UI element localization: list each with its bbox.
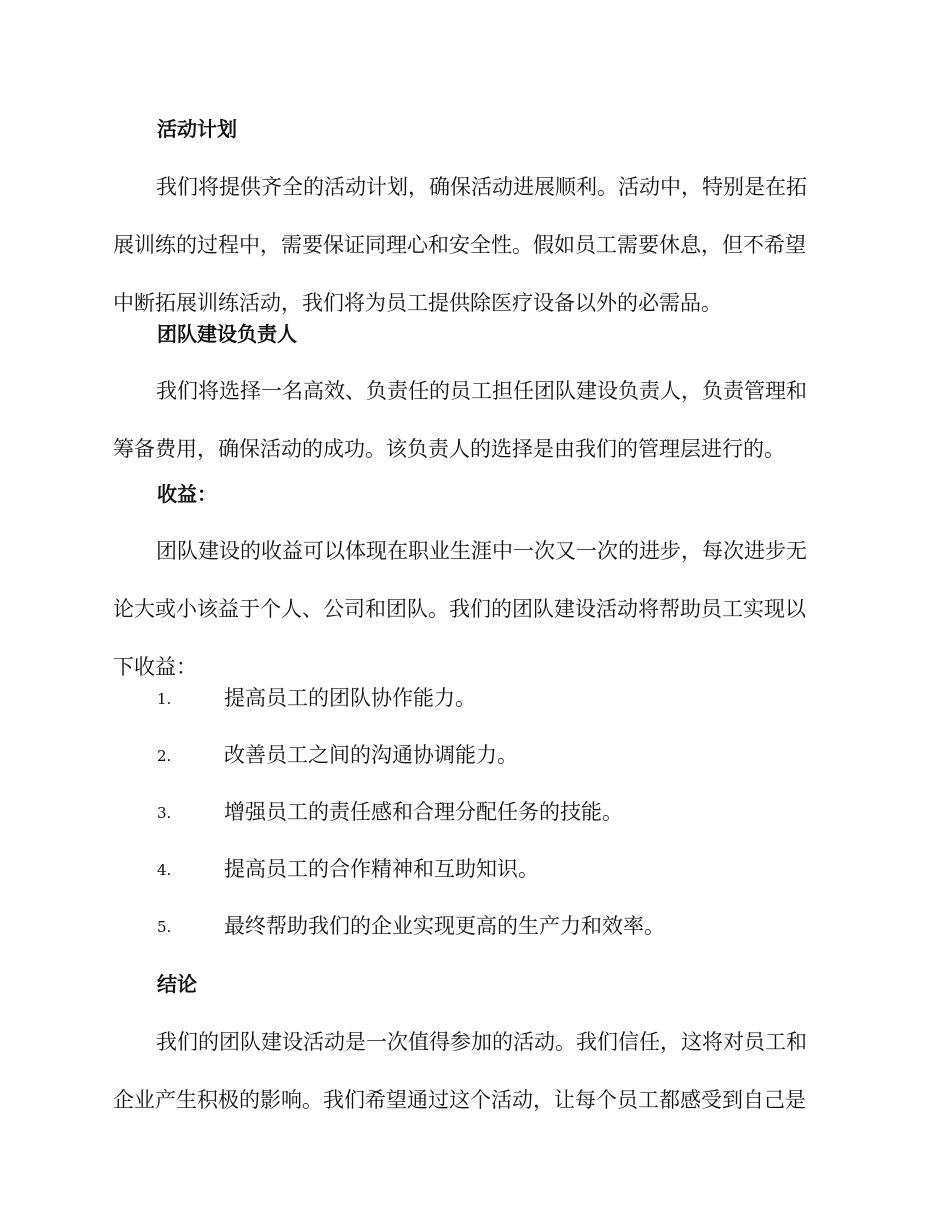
paragraph-line: 我们将提供齐全的活动计划，确保活动进展顺利。活动中，特别是在拓	[156, 175, 807, 199]
list-text: 提高员工的合作精神和互助知识。	[224, 857, 539, 881]
paragraph-line: 企业产生积极的影响。我们希望通过这个活动，让每个员工都感受到自己是	[113, 1088, 806, 1112]
list-number: 5.	[157, 918, 172, 936]
paragraph-line: 下收益：	[113, 655, 197, 679]
paragraph-line: 中断拓展训练活动，我们将为员工提供除医疗设备以外的必需品。	[113, 291, 722, 315]
list-number: 3.	[157, 804, 172, 822]
paragraph-line: 团队建设的收益可以体现在职业生涯中一次又一次的进步，每次进步无	[156, 539, 807, 563]
list-text: 提高员工的团队协作能力。	[224, 686, 476, 710]
list-text: 改善员工之间的沟通协调能力。	[224, 743, 518, 767]
paragraph-plan	[113, 158, 833, 332]
paragraph-line: 我们将选择一名高效、负责任的员工担任团队建设负责人，负责管理和	[156, 379, 807, 403]
section-heading-benefits: 收益：	[157, 482, 217, 506]
section-heading-conclusion: 结论	[157, 972, 197, 996]
section-heading-leader: 团队建设负责人	[157, 322, 297, 346]
paragraph-line: 我们的团队建设活动是一次值得参加的活动。我们信任，这将对员工和	[156, 1030, 807, 1054]
section-heading-plan: 活动计划	[157, 117, 237, 141]
list-number: 4.	[157, 861, 172, 879]
paragraph-line: 展训练的过程中，需要保证同理心和安全性。假如员工需要休息，但不希望	[113, 233, 806, 257]
list-number: 1.	[157, 690, 172, 708]
list-text: 最终帮助我们的企业实现更高的生产力和效率。	[224, 914, 665, 938]
paragraph-benefits	[113, 522, 833, 696]
paragraph-line: 论大或小该益于个人、公司和团队。我们的团队建设活动将帮助员工实现以	[113, 597, 806, 621]
list-number: 2.	[157, 747, 172, 765]
paragraph-conclusion	[113, 1013, 833, 1129]
paragraph-leader	[113, 362, 833, 478]
paragraph-line: 筹备费用，确保活动的成功。该负责人的选择是由我们的管理层进行的。	[113, 437, 785, 461]
list-text: 增强员工的责任感和合理分配任务的技能。	[224, 800, 623, 824]
